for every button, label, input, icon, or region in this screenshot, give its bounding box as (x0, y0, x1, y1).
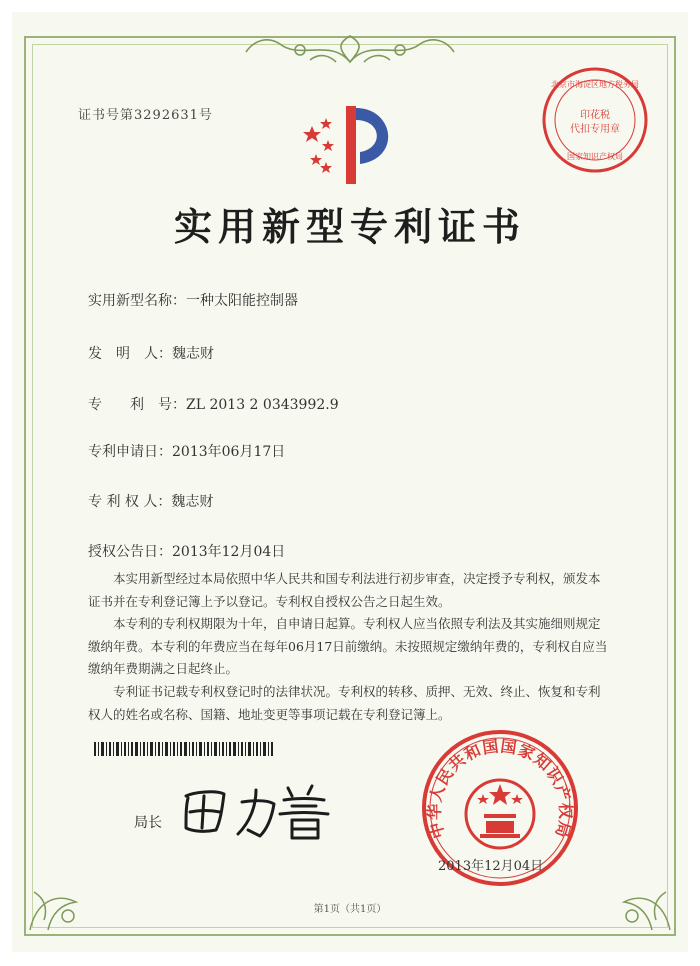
patent-number-value: ZL 2013 2 0343992.9 (186, 397, 339, 413)
commissioner-label: 局长 (134, 815, 162, 831)
inventor-field (88, 343, 214, 363)
patentee-label: 专 利 权 人： (88, 494, 172, 510)
grant-date-value: 2013年12月04日 (172, 544, 286, 560)
utility-model-name-field (88, 290, 298, 310)
patent-office-logo (298, 98, 408, 188)
utility-model-name-value: 一种太阳能控制器 (186, 293, 298, 309)
patentee-value: 魏志财 (171, 494, 214, 510)
application-date-field (88, 441, 285, 461)
utility-model-name-label: 实用新型名称： (88, 293, 186, 309)
barcode (94, 742, 274, 756)
commissioner-signature (176, 776, 336, 846)
tax-seal-center-2: 代扣专用章 (570, 124, 620, 135)
patent-number-label: 专 利 号： (88, 397, 186, 413)
seal-date: 2013年12月04日 (438, 859, 544, 874)
tax-seal (540, 65, 650, 175)
patentee-field (88, 491, 213, 511)
seal-ring-text: 中华人民共和国国家知识产权局 (424, 736, 576, 841)
page-footer: 第1页（共1页） (313, 904, 387, 915)
grant-date-field (88, 541, 285, 561)
certificate-number: 证书号第3292631号 (78, 108, 213, 123)
tax-seal-bottom-text: 国家知识产权局 (567, 152, 623, 161)
grant-date-label: 授权公告日： (88, 544, 172, 560)
certificate-title: 实用新型专利证书 (173, 204, 526, 249)
certificate-body (88, 568, 608, 726)
patent-number-field (88, 394, 339, 414)
application-date-value: 2013年06月17日 (172, 444, 286, 460)
application-date-label: 专利申请日： (88, 444, 172, 460)
paragraph-term: 本专利的专利权期限为十年，自申请日起算。专利权人应当依照专利法及其实施细则规定缴纳年费。本专利的年费应当在每年06月17日前缴纳。未按照规定缴纳年费的，专利权自应当缴纳年费期满之日起终止。 (88, 616, 608, 677)
tax-seal-ring-text: 北京市海淀区地方税务局 (551, 80, 639, 89)
inventor-label: 发 明 人： (88, 346, 172, 362)
paragraph-grant: 本实用新型经过本局依照中华人民共和国专利法进行初步审查，决定授予专利权，颁发本证书并在专利登记簿上予以登记。专利权自授权公告之日起生效。 (88, 571, 601, 609)
paragraph-registration: 专利证书记载专利权登记时的法律状况。专利权的转移、质押、无效、终止、恢复和专利权人的姓名或名称、国籍、地址变更等事项记载在专利登记簿上。 (88, 683, 601, 722)
top-ornament (240, 30, 460, 70)
inventor-value: 魏志财 (172, 346, 214, 362)
tax-seal-center-1: 印花税 (580, 110, 610, 121)
